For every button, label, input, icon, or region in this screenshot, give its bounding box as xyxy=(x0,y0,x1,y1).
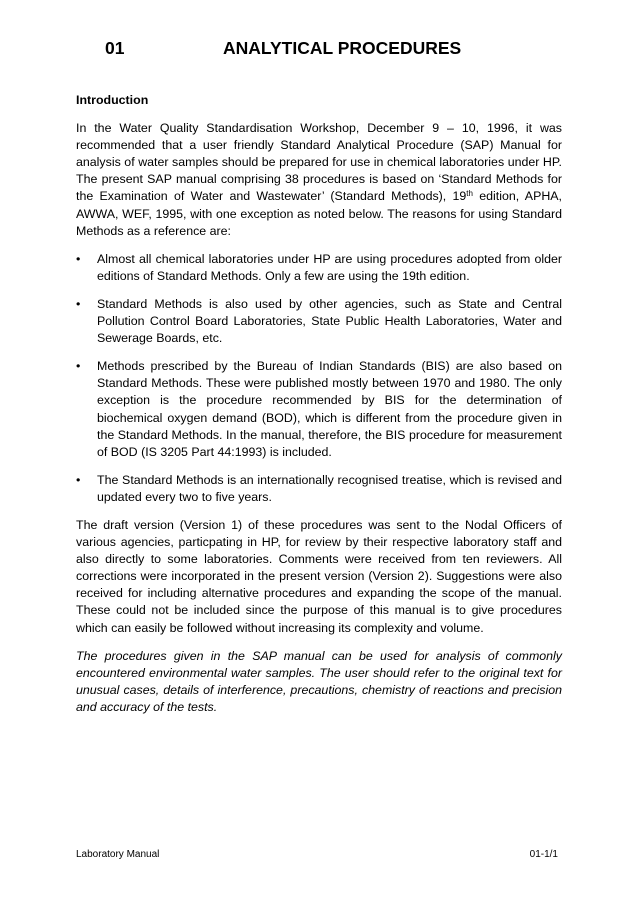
list-item xyxy=(76,296,562,347)
intro-paragraph xyxy=(76,120,562,240)
list-item-text: The Standard Methods is an internationally recognised treatise, which is revised and updated every two to five years. xyxy=(97,472,562,504)
chapter-title: ANALYTICAL PROCEDURES xyxy=(223,38,462,58)
chapter-number: 01 xyxy=(105,38,125,58)
list-item xyxy=(76,358,562,461)
bullet-icon: • xyxy=(76,251,81,266)
usage-note-paragraph: The procedures given in the SAP manual can be used for analysis of commonly encountered environmental water samples. The user should refer to the original text for unusual cases, details of interference, precautions, chemistry of reactions and precision and accuracy of the tests. xyxy=(76,648,562,714)
footer-manual-name: Laboratory Manual xyxy=(76,849,160,860)
section-heading: Introduction xyxy=(76,93,149,107)
list-item xyxy=(76,472,562,506)
list-item-text: Methods prescribed by the Bureau of Indian Standards (BIS) are also based on Standard Methods. These were published mostly between 1970 and 1980. The only exception is the procedure recommended by BIS for the determination of biochemical oxygen demand (BOD), which is different from the procedure given in the Standard Methods. In the manual, therefore, the BIS procedure for measurement of BOD (IS 3205 Part 44:1993) is included. xyxy=(97,359,562,459)
footer-page-number: 01-1/1 xyxy=(529,849,558,860)
list-item-text: Almost all chemical laboratories under HP are using procedures adopted from older editions of Standard Methods. Only a few are using the 19th edition. xyxy=(97,251,562,283)
list-item xyxy=(76,251,562,285)
intro-superscript: th xyxy=(466,189,473,199)
intro-text-part1: In the Water Quality Standardisation Workshop, December 9 – 10, 1996, it was recommended that a user friendly Standard Analytical Procedure (SAP) Manual for analysis of water samples should be prepared for use in chemical laboratories under HP. The present SAP manual comprising 38 procedures is based on ‘Standard Methods for the Examination of Water and Wastewater’ (Standard Methods), 19 xyxy=(76,121,562,204)
intro-text-part2: edition, APHA, AWWA, WEF, 1995, with one exception as noted below. The reasons for using Standard Methods as a reference are: xyxy=(76,189,562,238)
reasons-list xyxy=(76,251,562,506)
draft-version-paragraph: The draft version (Version 1) of these procedures was sent to the Nodal Officers of various agencies, particpating in HP, for review by their respective laboratory staff and also directly to some laboratories. Comments were received from ten reviewers. All corrections were incorporated in the present version (Version 2). Suggestions were also received for including alternative procedures and expanding the scope of the manual. These could not be included since the purpose of this manual is to give procedures which can easily be followed without increasing its complexity and volume. xyxy=(76,517,562,635)
bullet-icon: • xyxy=(76,359,81,374)
list-item-text: Standard Methods is also used by other agencies, such as State and Central Pollution Control Board Laboratories, State Public Health Laboratories, Water and Sewerage Boards, etc. xyxy=(97,296,562,346)
chapter-header xyxy=(105,38,562,62)
bullet-icon: • xyxy=(76,296,81,311)
page-content xyxy=(76,92,562,716)
bullet-icon: • xyxy=(76,472,81,487)
